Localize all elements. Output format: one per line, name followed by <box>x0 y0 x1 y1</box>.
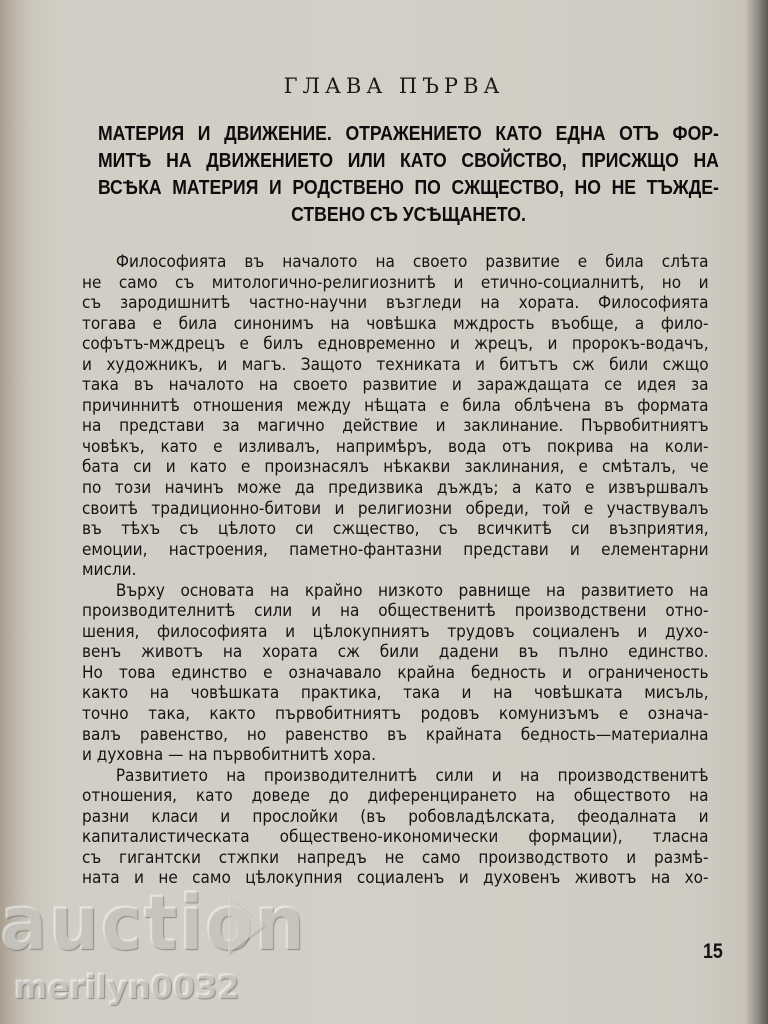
body-text <box>82 252 709 889</box>
text-line: разни класи и прослойки (въ робовладѣлската, феодалната и <box>82 806 709 827</box>
chapter-title-line: МИТѢ НА ДВИЖЕНИЕТО ИЛИ КАТО СВОЙСТВО, ПРИСЖЩО НА <box>98 149 719 172</box>
paragraph-3 <box>82 766 709 889</box>
text-line: точно така, както първобитниятъ родовъ комунизъмъ е означа- <box>82 704 709 725</box>
chapter-heading: ГЛАВА ПЪРВА <box>283 74 505 98</box>
text-line: бата си и като е произнасялъ нѣкакви заклинания, е смѣталъ, че <box>82 457 709 478</box>
text-line: венъ животъ на хората сж били дадени въ пълно единство. <box>82 642 709 663</box>
text-line: капиталистическата обществено-икономически формации), тласна <box>82 827 709 848</box>
text-line: ната и не само цѣлокупния социаленъ и духовенъ животъ на хо- <box>82 868 709 889</box>
chapter-title-line: ВСѢКА МАТЕРИЯ И РОДСТВЕНО ПО СЖЩЕСТВО, НО НЕ ТЪЖДЕ- <box>98 176 719 199</box>
text-line: Но това единство е означавало крайна бедность и ограниченость <box>82 662 709 683</box>
text-line: Развитието на производителнитѣ сили и на производственитѣ <box>115 765 709 786</box>
text-line: така въ началото на своето развитие и зараждащата се идея за <box>82 375 709 396</box>
watermark-play-icon <box>228 898 264 954</box>
text-line: не само съ митологично-религиознитѣ и етично-социалнитѣ, но и <box>82 272 709 293</box>
chapter-title-line: МАТЕРИЯ И ДВИЖЕНИЕ. ОТРАЖЕНИЕТО КАТО ЕДНА ОТЪ ФОР- <box>98 122 719 145</box>
text-line: Върху основата на крайно низкото равнище на развитието на <box>115 580 709 601</box>
text-line: Философията въ началото на своето развитие е била слѣта <box>115 252 709 272</box>
paragraph-2 <box>82 581 709 766</box>
text-line: своитѣ традиционно-битови и религиозни обреди, той е участвувалъ <box>82 498 709 519</box>
text-line: съ гигантски стжпки напредъ не само производството и размѣ- <box>82 847 709 868</box>
text-line: както на човѣшката практика, така и на човѣшката мисъль, <box>82 683 709 704</box>
text-line: отношения, като доведе до диференцирането на обществото на <box>82 786 709 807</box>
text-line: и художникъ, и магъ. Защото техниката и битътъ сж били сжщо <box>82 354 709 375</box>
text-line: производителнитѣ сили и на общественитѣ производствени отно- <box>82 601 709 622</box>
text-line: валъ равенство, но равенство въ крайната бедность—материална <box>82 724 709 745</box>
watermark-brand: auction <box>0 878 307 967</box>
text-line: тогава е била синонимъ на човѣшка мждрость въобще, а фило- <box>82 313 709 334</box>
text-line: шения, философията и цѣлокупниятъ трудовъ социаленъ и духо- <box>82 621 709 642</box>
text-line: емоции, настроения, паметно-фантазни представи и елементарни <box>82 539 709 560</box>
watermark-username: merilyn0032 <box>14 968 240 1006</box>
chapter-title <box>98 120 719 228</box>
text-line: софътъ-мждрецъ е билъ едновременно и жрецъ, и пророкъ-водачъ, <box>82 334 709 355</box>
text-line: причиннитѣ отношения между нѣщата е била облѣчена въ формата <box>82 395 709 416</box>
text-line: мисли. <box>82 560 137 581</box>
paragraph-1 <box>82 252 709 581</box>
text-line: въ тѣхъ съ цѣлото си сжщество, съ всичкитѣ си възприятия, <box>82 519 709 540</box>
text-line: човѣкъ, като е изливалъ, напримѣръ, вода отъ покрива на коли- <box>82 436 709 457</box>
chapter-title-line: СТВЕНО СЪ УСѢЩАНЕТО. <box>291 203 526 226</box>
text-line: по този начинъ може да предизвика дъждъ; а като е извършвалъ <box>82 478 709 499</box>
text-line: съ зародишнитѣ частно-научни възгледи на хората. Философията <box>82 293 709 314</box>
text-line: и духовна — на първобитнитѣ хора. <box>82 745 377 766</box>
text-line: на представи за магично действие и заклинание. Първобитниятъ <box>82 416 709 437</box>
page-number: 15 <box>703 940 723 963</box>
